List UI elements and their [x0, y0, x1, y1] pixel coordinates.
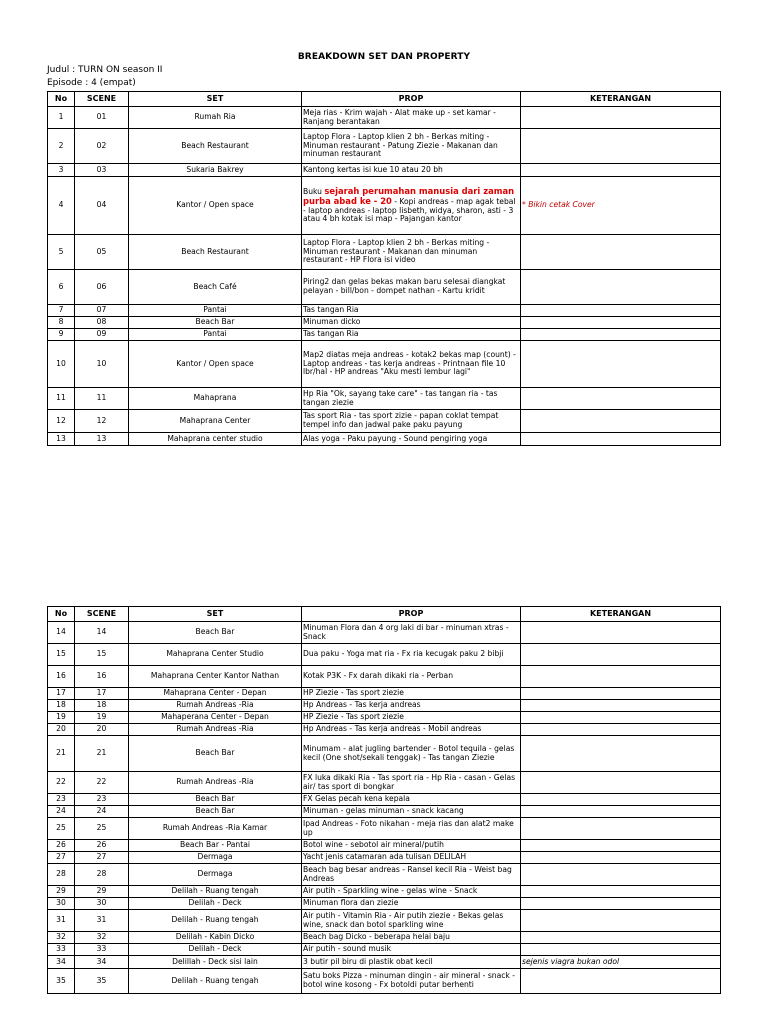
- cell-no: 13: [48, 433, 75, 446]
- table-row: [48, 852, 721, 864]
- cell-set: Rumah Andreas -Ria Kamar: [129, 818, 302, 840]
- cell-prop: Minuman flora dan ziezie: [302, 898, 521, 910]
- cell-set: Delilah - Ruang tengah: [129, 910, 302, 932]
- cell-prop: Alas yoga - Paku payung - Sound pengiring yoga: [302, 433, 521, 446]
- cell-no: 20: [48, 724, 75, 736]
- cell-no: 5: [48, 235, 75, 270]
- header-scene: SCENE: [75, 607, 129, 622]
- prop-text: - Kopi andreas - map agak tebal - laptop andreas - laptop lisbeth, widya, sharon, asti - 3 atau 4 bh kotak isi map - Pajangan kantor: [303, 196, 516, 224]
- cell-set: Mahaperana Center - Depan: [129, 712, 302, 724]
- table-row: [48, 270, 721, 305]
- cell-prop: Hp Ria "Ok, sayang take care" - tas tangan ria - tas tangan ziezie: [302, 388, 521, 410]
- cell-scene: 10: [75, 341, 129, 388]
- table-row: [48, 818, 721, 840]
- cell-prop: Beach bag besar andreas - Ransel kecil Ria - Weist bag Andreas: [302, 864, 521, 886]
- cell-no: 16: [48, 666, 75, 688]
- cell-no: 26: [48, 840, 75, 852]
- cell-no: 3: [48, 164, 75, 177]
- cell-set: Rumah Andreas -Ria: [129, 724, 302, 736]
- cell-keterangan: [521, 724, 721, 736]
- cell-scene: 18: [75, 700, 129, 712]
- cell-no: 10: [48, 341, 75, 388]
- cell-set: Beach Bar: [129, 794, 302, 806]
- cell-keterangan: sejenis viagra bukan odol: [521, 956, 721, 969]
- cell-prop: Minuman dicko: [302, 317, 521, 329]
- table-row: [48, 341, 721, 388]
- cell-keterangan: [521, 688, 721, 700]
- cell-set: Pantai: [129, 305, 302, 317]
- cell-no: 21: [48, 736, 75, 772]
- cell-no: 30: [48, 898, 75, 910]
- table-row: [48, 622, 721, 644]
- cell-no: 2: [48, 129, 75, 164]
- cell-set: Beach Bar: [129, 736, 302, 772]
- header-keterangan: KETERANGAN: [521, 607, 721, 622]
- cell-scene: 04: [75, 177, 129, 235]
- cell-set: Rumah Andreas -Ria: [129, 700, 302, 712]
- cell-keterangan: [521, 317, 721, 329]
- table-header-row: [48, 92, 721, 107]
- cell-no: 18: [48, 700, 75, 712]
- cell-prop: Map2 diatas meja andreas - kotak2 bekas map (count) - Laptop andreas - tas kerja andreas - Printnaan file 10 lbr/hal - HP andreas "Aku mesti lembur lagi": [302, 341, 521, 388]
- cell-scene: 17: [75, 688, 129, 700]
- cell-prop: Kotak P3K - Fx darah dikaki ria - Perban: [302, 666, 521, 688]
- cell-scene: 14: [75, 622, 129, 644]
- cell-scene: 03: [75, 164, 129, 177]
- table-row: [48, 910, 721, 932]
- cell-prop: Minumam - alat jugling bartender - Botol tequila - gelas kecil (One shot/sekali tenggak) - Tas tangan Ziezie: [302, 736, 521, 772]
- cell-prop: [302, 177, 521, 235]
- cell-keterangan: [521, 852, 721, 864]
- cell-no: 24: [48, 806, 75, 818]
- cell-keterangan: [521, 840, 721, 852]
- cell-set: Mahaprana Center: [129, 410, 302, 433]
- table-row: [48, 772, 721, 794]
- cell-set: Mahaprana center studio: [129, 433, 302, 446]
- cell-prop: Air putih - Vitamin Ria - Air putih ziezie - Bekas gelas wine, snack dan botol sparkling wine: [302, 910, 521, 932]
- cell-prop: Ipad Andreas - Foto nikahan - meja rias dan alat2 make up: [302, 818, 521, 840]
- table-row: [48, 864, 721, 886]
- cell-no: 29: [48, 886, 75, 898]
- cell-scene: 09: [75, 329, 129, 341]
- table-row: [48, 388, 721, 410]
- cell-keterangan: [521, 666, 721, 688]
- cell-set: Beach Bar: [129, 806, 302, 818]
- cell-set: Beach Bar: [129, 317, 302, 329]
- cell-scene: 15: [75, 644, 129, 666]
- cell-scene: 35: [75, 969, 129, 994]
- cell-keterangan: [521, 910, 721, 932]
- header-set: SET: [129, 607, 302, 622]
- cell-keterangan: [521, 164, 721, 177]
- cell-prop: Satu boks Pizza - minuman dingin - air mineral - snack - botol wine kosong - Fx botoldi putar berhenti: [302, 969, 521, 994]
- header-prop: PROP: [302, 92, 521, 107]
- table-row: [48, 932, 721, 944]
- cell-scene: 32: [75, 932, 129, 944]
- cell-prop: FX luka dikaki Ria - Tas sport ria - Hp Ria - casan - Gelas air/ tas sport di bongkar: [302, 772, 521, 794]
- cell-no: 32: [48, 932, 75, 944]
- cell-set: Beach Restaurant: [129, 129, 302, 164]
- cell-set: Mahaprana Center Kantor Nathan: [129, 666, 302, 688]
- cell-no: 22: [48, 772, 75, 794]
- judul-line: Judul : TURN ON season II: [47, 65, 163, 75]
- table-row: [48, 700, 721, 712]
- cell-prop: Tas tangan Ria: [302, 329, 521, 341]
- table-row: [48, 129, 721, 164]
- cell-keterangan: [521, 388, 721, 410]
- cell-set: Rumah Ria: [129, 107, 302, 129]
- table-row: [48, 794, 721, 806]
- cell-set: Kantor / Open space: [129, 341, 302, 388]
- header-no: No: [48, 607, 75, 622]
- cell-keterangan: [521, 818, 721, 840]
- cell-set: Mahaprana Center - Depan: [129, 688, 302, 700]
- cell-scene: 22: [75, 772, 129, 794]
- cell-set: Delilah - Kabin Dicko: [129, 932, 302, 944]
- cell-scene: 08: [75, 317, 129, 329]
- cell-set: Sukaria Bakrey: [129, 164, 302, 177]
- cell-prop: Laptop Flora - Laptop klien 2 bh - Berkas miting - Minuman restaurant - Makanan dan minuman restaurant - HP Flora isi video: [302, 235, 521, 270]
- cell-prop: Dua paku - Yoga mat ria - Fx ria kecugak paku 2 bibji: [302, 644, 521, 666]
- cell-no: 8: [48, 317, 75, 329]
- cell-keterangan: [521, 700, 721, 712]
- table-row: [48, 107, 721, 129]
- cell-set: Beach Café: [129, 270, 302, 305]
- header-keterangan: KETERANGAN: [521, 92, 721, 107]
- cell-keterangan: [521, 969, 721, 994]
- table-row: [48, 329, 721, 341]
- cell-scene: 16: [75, 666, 129, 688]
- table-row: [48, 317, 721, 329]
- cell-scene: 07: [75, 305, 129, 317]
- cell-no: 15: [48, 644, 75, 666]
- cell-scene: 05: [75, 235, 129, 270]
- table-row: [48, 433, 721, 446]
- cell-prop: Kantong kertas isi kue 10 atau 20 bh: [302, 164, 521, 177]
- prop-text-prefix: Buku: [303, 186, 325, 196]
- cell-no: 1: [48, 107, 75, 129]
- cell-prop: Hp Andreas - Tas kerja andreas - Mobil andreas: [302, 724, 521, 736]
- cell-no: 17: [48, 688, 75, 700]
- cell-keterangan: [521, 341, 721, 388]
- cell-prop: Meja rias - Krim wajah - Alat make up - set kamar - Ranjang berantakan: [302, 107, 521, 129]
- table-header-row: [48, 607, 721, 622]
- cell-scene: 33: [75, 944, 129, 956]
- cell-scene: 29: [75, 886, 129, 898]
- table-row: [48, 305, 721, 317]
- cell-keterangan: [521, 944, 721, 956]
- table-row: [48, 840, 721, 852]
- table-row: [48, 164, 721, 177]
- cell-set: Delilah - Deck: [129, 898, 302, 910]
- cell-keterangan: [521, 622, 721, 644]
- cell-prop: HP Ziezie - Tas sport ziezie: [302, 712, 521, 724]
- cell-keterangan: [521, 864, 721, 886]
- cell-scene: 02: [75, 129, 129, 164]
- cell-prop: HP Ziezie - Tas sport ziezie: [302, 688, 521, 700]
- cell-scene: 34: [75, 956, 129, 969]
- cell-no: 28: [48, 864, 75, 886]
- cell-no: 14: [48, 622, 75, 644]
- cell-prop: Minuman - gelas minuman - snack kacang: [302, 806, 521, 818]
- header-no: No: [48, 92, 75, 107]
- cell-no: 19: [48, 712, 75, 724]
- cell-prop: Beach bag Dicko - beberapa helai baju: [302, 932, 521, 944]
- cell-set: Mahaprana: [129, 388, 302, 410]
- cell-keterangan: [521, 898, 721, 910]
- cell-no: 34: [48, 956, 75, 969]
- cell-prop: Air putih - sound musik: [302, 944, 521, 956]
- cell-scene: 24: [75, 806, 129, 818]
- cell-keterangan: [521, 433, 721, 446]
- cell-no: 4: [48, 177, 75, 235]
- table-row: [48, 736, 721, 772]
- cell-keterangan: [521, 235, 721, 270]
- table-row: [48, 806, 721, 818]
- cell-prop: Botol wine - sebotol air mineral/putih: [302, 840, 521, 852]
- cell-prop: Laptop Flora - Laptop klien 2 bh - Berkas miting - Minuman restaurant - Patung Ziezie - Makanan dan minuman restaurant: [302, 129, 521, 164]
- cell-scene: 26: [75, 840, 129, 852]
- cell-set: Dermaga: [129, 852, 302, 864]
- cell-set: Mahaprana Center Studio: [129, 644, 302, 666]
- cell-keterangan: [521, 772, 721, 794]
- cell-no: 7: [48, 305, 75, 317]
- cell-prop: 3 butir pil biru di plastik obat kecil: [302, 956, 521, 969]
- cell-scene: 25: [75, 818, 129, 840]
- prop-highlight: sejarah perumahan manusia dari zaman purba abad ke - 20: [303, 185, 515, 206]
- table-row: [48, 688, 721, 700]
- cell-keterangan: [521, 329, 721, 341]
- cell-scene: 30: [75, 898, 129, 910]
- table-row: [48, 886, 721, 898]
- cell-no: 11: [48, 388, 75, 410]
- cell-scene: 21: [75, 736, 129, 772]
- cell-keterangan: [521, 107, 721, 129]
- table-row: [48, 644, 721, 666]
- header-scene: SCENE: [75, 92, 129, 107]
- table-row: [48, 177, 721, 235]
- cell-set: Delilah - Ruang tengah: [129, 969, 302, 994]
- cell-keterangan: [521, 794, 721, 806]
- cell-keterangan: [521, 129, 721, 164]
- cell-keterangan: [521, 712, 721, 724]
- table-row: [48, 712, 721, 724]
- cell-keterangan: * Bikin cetak Cover: [521, 177, 721, 235]
- breakdown-table-2: [47, 606, 721, 994]
- cell-set: Delilah - Ruang tengah: [129, 886, 302, 898]
- table-row: [48, 235, 721, 270]
- table-row: [48, 410, 721, 433]
- cell-set: Beach Bar: [129, 622, 302, 644]
- breakdown-table-1: [47, 91, 721, 446]
- cell-set: Delilah - Deck: [129, 944, 302, 956]
- cell-scene: 06: [75, 270, 129, 305]
- cell-keterangan: [521, 270, 721, 305]
- cell-prop: Yacht jenis catamaran ada tulisan DELILAH: [302, 852, 521, 864]
- table-row: [48, 969, 721, 994]
- cell-keterangan: [521, 932, 721, 944]
- cell-set: Rumah Andreas -Ria: [129, 772, 302, 794]
- document-title: BREAKDOWN SET DAN PROPERTY: [297, 52, 471, 62]
- cell-scene: 13: [75, 433, 129, 446]
- header-set: SET: [129, 92, 302, 107]
- cell-scene: 01: [75, 107, 129, 129]
- table-row: [48, 898, 721, 910]
- header-prop: PROP: [302, 607, 521, 622]
- cell-no: 23: [48, 794, 75, 806]
- cell-set: Beach Restaurant: [129, 235, 302, 270]
- cell-set: Kantor / Open space: [129, 177, 302, 235]
- cell-prop: Tas tangan Ria: [302, 305, 521, 317]
- cell-scene: 28: [75, 864, 129, 886]
- cell-keterangan: [521, 886, 721, 898]
- table-row: [48, 956, 721, 969]
- cell-no: 33: [48, 944, 75, 956]
- cell-scene: 31: [75, 910, 129, 932]
- cell-scene: 23: [75, 794, 129, 806]
- table-row: [48, 944, 721, 956]
- cell-no: 25: [48, 818, 75, 840]
- cell-keterangan: [521, 305, 721, 317]
- cell-keterangan: [521, 806, 721, 818]
- cell-prop: Hp Andreas - Tas kerja andreas: [302, 700, 521, 712]
- cell-no: 12: [48, 410, 75, 433]
- cell-no: 6: [48, 270, 75, 305]
- cell-prop: Air putih - Sparkling wine - gelas wine - Snack: [302, 886, 521, 898]
- cell-no: 35: [48, 969, 75, 994]
- cell-prop: Tas sport Ria - tas sport zizie - papan coklat tempat tempel info dan jadwal pake paku payung: [302, 410, 521, 433]
- cell-no: 31: [48, 910, 75, 932]
- cell-no: 9: [48, 329, 75, 341]
- table-row: [48, 666, 721, 688]
- cell-scene: 19: [75, 712, 129, 724]
- cell-set: Beach Bar - Pantai: [129, 840, 302, 852]
- table-row: [48, 724, 721, 736]
- cell-keterangan: [521, 644, 721, 666]
- cell-set: Pantai: [129, 329, 302, 341]
- cell-scene: 12: [75, 410, 129, 433]
- episode-line: Episode : 4 (empat): [47, 78, 136, 88]
- cell-prop: Minuman Flora dan 4 org laki di bar - minuman xtras - Snack: [302, 622, 521, 644]
- cell-scene: 20: [75, 724, 129, 736]
- cell-set: Dermaga: [129, 864, 302, 886]
- cell-scene: 11: [75, 388, 129, 410]
- cell-prop: Piring2 dan gelas bekas makan baru selesai diangkat pelayan - bill/bon - dompet nathan - Kartu kridit: [302, 270, 521, 305]
- cell-prop: FX Gelas pecah kena kepala: [302, 794, 521, 806]
- cell-scene: 27: [75, 852, 129, 864]
- cell-set: Delillah - Deck sisi lain: [129, 956, 302, 969]
- cell-keterangan: [521, 410, 721, 433]
- cell-keterangan: [521, 736, 721, 772]
- cell-no: 27: [48, 852, 75, 864]
